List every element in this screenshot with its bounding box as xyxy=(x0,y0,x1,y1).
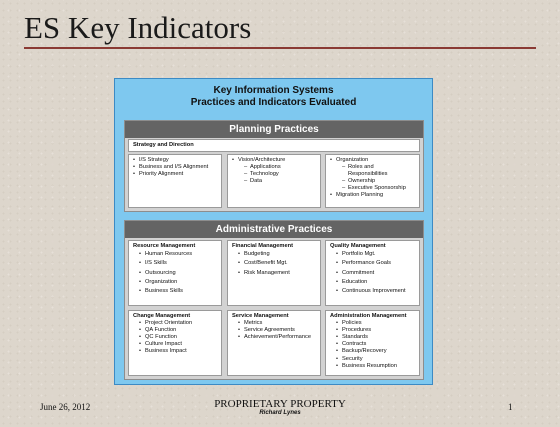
planning-practices-header: Planning Practices xyxy=(125,121,423,138)
resource-management-title: Resource Management xyxy=(133,243,196,249)
list-item: • Contracts xyxy=(336,341,415,348)
administration-management-title: Administration Management xyxy=(330,313,407,319)
list-item: • Vision/Architecture xyxy=(232,157,316,164)
list-item: • Achievement/Performance xyxy=(238,334,316,341)
list-item: – Executive Sponsorship xyxy=(330,185,415,192)
list-item: • Migration Planning xyxy=(330,192,415,199)
service-management-box xyxy=(227,310,321,376)
change-management-box xyxy=(128,310,222,376)
footer-property xyxy=(200,398,360,417)
administrative-practices-header: Administrative Practices xyxy=(125,221,423,238)
planning-organization-box xyxy=(325,154,420,208)
author-name: Richard Lynes xyxy=(259,410,301,416)
footer-date: June 26, 2012 xyxy=(40,402,91,412)
change-management-title: Change Management xyxy=(133,313,191,319)
list-item: • QA Function xyxy=(139,327,217,334)
slide-title: ES Key Indicators xyxy=(24,10,252,45)
list-item: • Standards xyxy=(336,334,415,341)
list-item: • Business Resumption xyxy=(336,363,415,370)
list-item: – Ownership xyxy=(330,178,415,185)
title-underline xyxy=(24,47,536,49)
list-item: • Commitment xyxy=(336,269,415,278)
list-item: • Human Resources xyxy=(139,250,217,259)
list-item: • Continuous Improvement xyxy=(336,287,415,296)
quality-management-box xyxy=(325,240,420,306)
list-item: • I/S Strategy xyxy=(133,157,217,164)
quality-management-title: Quality Management xyxy=(330,243,386,249)
list-item: • Portfolio Mgt. xyxy=(336,250,415,259)
list-item: • Metrics xyxy=(238,320,316,327)
service-management-title: Service Management xyxy=(232,313,289,319)
list-item: • Security xyxy=(336,356,415,363)
strategy-direction-box xyxy=(128,139,420,152)
list-item: • Education xyxy=(336,278,415,287)
list-item: • Business Skills xyxy=(139,287,217,296)
list-item: • Business and I/S Alignment xyxy=(133,164,217,171)
list-item: • Policies xyxy=(336,320,415,327)
administrative-practices-section xyxy=(124,220,424,380)
list-item: • Service Agreements xyxy=(238,327,316,334)
list-item: • Cost/Benefit Mgt. xyxy=(238,259,316,268)
panel-title-line-2: Practices and Indicators Evaluated xyxy=(190,97,357,108)
list-item: • Culture Impact xyxy=(139,341,217,348)
list-item: – Data xyxy=(232,178,316,185)
list-item: • Performance Goals xyxy=(336,259,415,268)
proprietary-label: PROPRIETARY PROPERTY xyxy=(214,398,346,410)
list-item: • Business Impact xyxy=(139,348,217,355)
financial-management-box xyxy=(227,240,321,306)
list-item: • Project Orientation xyxy=(139,320,217,327)
list-item: • Procedures xyxy=(336,327,415,334)
list-item: • Priority Alignment xyxy=(133,171,217,178)
planning-vision-box xyxy=(227,154,321,208)
list-item: • Organization xyxy=(139,278,217,287)
list-item: • I/S Skills xyxy=(139,259,217,268)
panel-title xyxy=(115,85,432,109)
planning-strategy-box xyxy=(128,154,222,208)
panel-title-line-1: Key Information Systems xyxy=(213,85,334,96)
financial-management-title: Financial Management xyxy=(232,243,293,249)
list-item: • Organization xyxy=(330,157,415,164)
strategy-direction-title: Strategy and Direction xyxy=(133,142,194,148)
list-item: • Budgeting xyxy=(238,250,316,259)
list-item: – Applications xyxy=(232,164,316,171)
page-number: 1 xyxy=(508,402,513,412)
list-item: – Roles and xyxy=(330,164,415,171)
administration-management-box xyxy=(325,310,420,376)
resource-management-box xyxy=(128,240,222,306)
planning-practices-section xyxy=(124,120,424,212)
indicators-panel xyxy=(114,78,433,385)
list-item: – Technology xyxy=(232,171,316,178)
list-item: Responsibilities xyxy=(348,171,388,178)
list-item: • Outsourcing xyxy=(139,269,217,278)
list-item: • Backup/Recovery xyxy=(336,348,415,355)
list-item: • QC Function xyxy=(139,334,217,341)
list-item: • Risk Management xyxy=(238,269,316,278)
